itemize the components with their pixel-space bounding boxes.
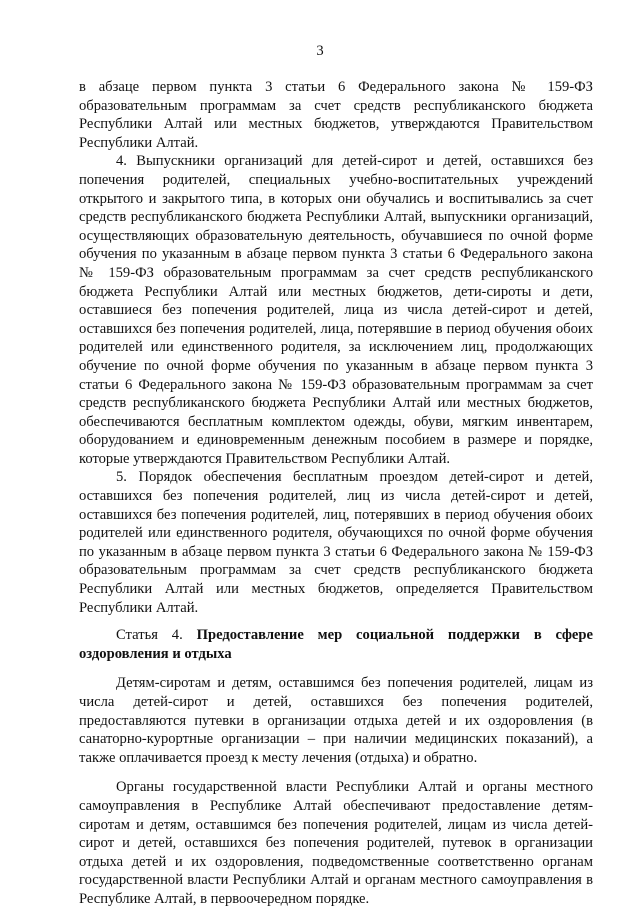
paragraph-item-4: 4. Выпускники организаций для детей-сирот и детей, оставшихся без попечения родителей, специальных учебно-воспитательных учреждений открытого и закрытого типа, в которых они обучались и воспитывались за счет средств республиканского бюджета Республики Алтай, выпускники организаций, осуществляющих образовательную деятельность, обучавшиеся по очной форме обучения по указанным в абзаце первом пункта 3 статьи 6 Федерального закона № 159-ФЗ образовательным программам за счет средств республиканского бюджета Республики Алтай или местных бюджетов, дети-сироты и дети, оставшиеся без попечения родителей, лица из числа детей-сирот и детей, оставшихся без попечения родителей, лица, потерявшие в период обучения обоих родителей или единственного родителя, за исключением лиц, продолжающих обучение по очной форме обучения по указанным в абзаце первом пункта 3 статьи 6 Федерального закона № 159-ФЗ образовательным программам за счет средств республиканского бюджета Республики Алтай или местных бюджетов, обеспечиваются бесплатным комплектом одежды, обуви, мягким инвентарем, оборудованием и единовременным денежным пособием в размере и порядке, которые утверждаются Правительством Республики Алтай. [79,153,593,467]
document-body [79,78,593,909]
article-title: Предоставление мер социальной поддержки в сфере оздоровления и отдыха [79,627,594,662]
article-label: Статья 4. [116,627,183,644]
article-heading [79,626,593,663]
article-paragraph-1: Детям-сиротам и детям, оставшимся без попечения родителей, лицам из числа детей-сирот и детей, оставшихся без попечения родителей, предоставляются путевки в организации отдыха детей и их оздоровления (в санаторно-курортные организации – при наличии медицинских показаний), а также оплачивается проезд к месту лечения (отдыха) и обратно. [79,675,593,766]
page-number: 3 [316,43,324,59]
paragraph-continuation: в абзаце первом пункта 3 статьи 6 Федерального закона № 159-ФЗ образовательным программам за счет средств республиканского бюджета Республики Алтай или местных бюджетов, утверждаются Правительством Республики Алтай. [79,79,593,151]
paragraph-item-5: 5. Порядок обеспечения бесплатным проездом детей-сирот и детей, оставшихся без попечения родителей, лиц из числа детей-сирот и детей, оставшихся без попечения родителей, лиц, потерявших в период обучения обоих родителей или единственного родителя, обучающихся по очной форме обучения по указанным в абзаце первом пункта 3 статьи 6 Федерального закона № 159-ФЗ образовательным программам за счет средств республиканского бюджета Республики Алтай или местных бюджетов, определяется Правительством Республики Алтай. [79,469,593,616]
article-paragraph-2: Органы государственной власти Республики Алтай и органы местного самоуправления в Республике Алтай обеспечивают предоставление детям-сиротам и детям, оставшимся без попечения родителей, лицам из числа детей-сирот и детей, оставшихся без попечения родителей, путевок в организации отдыха детей и их оздоровления, подведомственные соответственно органам государственной власти Республики Алтай и органам местного самоуправления в Республике Алтай, в первоочередном порядке. [79,779,593,907]
